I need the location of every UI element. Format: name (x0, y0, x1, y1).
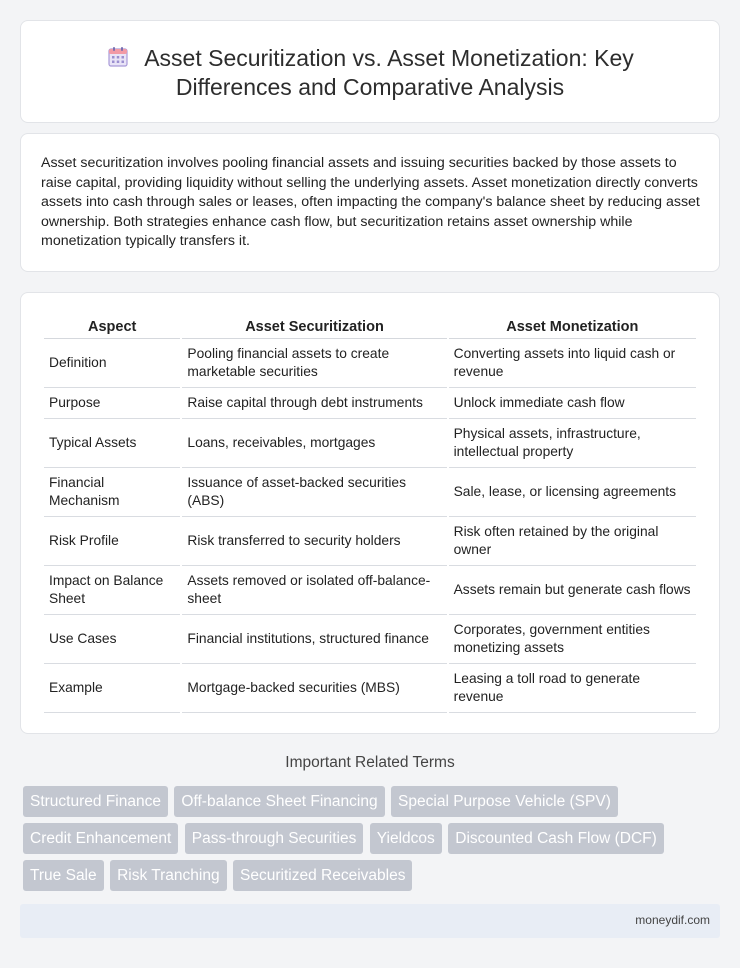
table-row (44, 615, 696, 664)
row-monetization: Corporates, government entities monetizing assets (449, 615, 696, 664)
related-term-tag[interactable]: Risk Tranching (110, 860, 227, 891)
header-aspect: Aspect (44, 313, 180, 339)
header-securitization: Asset Securitization (182, 313, 446, 339)
table-row (44, 566, 696, 615)
related-term-tag[interactable]: Pass-through Securities (185, 823, 364, 854)
row-securitization: Loans, receivables, mortgages (182, 419, 446, 468)
comparison-table (42, 313, 698, 713)
row-monetization: Risk often retained by the original owner (449, 517, 696, 566)
related-term-tag[interactable]: Special Purpose Vehicle (SPV) (391, 786, 618, 817)
related-term-tag[interactable]: Securitized Receivables (233, 860, 412, 891)
table-row (44, 468, 696, 517)
header-monetization: Asset Monetization (449, 313, 696, 339)
calendar-icon (106, 45, 130, 69)
table-row (44, 664, 696, 713)
related-term-tag[interactable]: Credit Enhancement (23, 823, 178, 854)
row-aspect: Definition (44, 339, 180, 388)
row-monetization: Converting assets into liquid cash or revenue (449, 339, 696, 388)
row-securitization: Assets removed or isolated off-balance-sheet (182, 566, 446, 615)
title-line-2: Differences and Comparative Analysis (175, 74, 565, 100)
row-aspect: Use Cases (44, 615, 180, 664)
row-monetization: Leasing a toll road to generate revenue (449, 664, 696, 713)
footer-site-link[interactable]: moneydif.com (635, 913, 710, 927)
comparison-table-card (20, 292, 720, 734)
row-aspect: Risk Profile (44, 517, 180, 566)
row-aspect: Example (44, 664, 180, 713)
row-monetization: Sale, lease, or licensing agreements (449, 468, 696, 517)
table-row (44, 388, 696, 419)
row-securitization: Issuance of asset-backed securities (ABS) (182, 468, 446, 517)
related-term-tag[interactable]: True Sale (23, 860, 104, 891)
summary-text: Asset securitization involves pooling financial assets and issuing securities backed by those assets to raise capital, providing liquidity without selling the underlying assets. Asset monetization directly converts assets into cash through sales or leases, often impacting the company's balance sheet by reducing asset ownership. Both strategies enhance cash flow, but securitization retains asset ownership while monetization typically transfers it. (41, 155, 700, 250)
table-header-row (44, 313, 696, 339)
footer (20, 904, 720, 938)
title-line-1: Asset Securitization vs. Asset Monetization: Key (144, 45, 634, 71)
row-aspect: Impact on Balance Sheet (44, 566, 180, 615)
page-title (21, 44, 719, 102)
related-term-tag[interactable]: Structured Finance (23, 786, 168, 817)
row-securitization: Financial institutions, structured finance (182, 615, 446, 664)
table-row (44, 517, 696, 566)
table-row (44, 339, 696, 388)
related-term-tag[interactable]: Discounted Cash Flow (DCF) (448, 823, 664, 854)
row-securitization: Mortgage-backed securities (MBS) (182, 664, 446, 713)
related-terms-list (23, 786, 723, 897)
related-term-tag[interactable]: Off-balance Sheet Financing (174, 786, 384, 817)
title-card (20, 20, 720, 123)
related-term-tag[interactable]: Yieldcos (370, 823, 442, 854)
summary-card (20, 133, 720, 272)
row-aspect: Purpose (44, 388, 180, 419)
row-securitization: Raise capital through debt instruments (182, 388, 446, 419)
row-aspect: Typical Assets (44, 419, 180, 468)
row-securitization: Pooling financial assets to create marketable securities (182, 339, 446, 388)
row-monetization: Unlock immediate cash flow (449, 388, 696, 419)
row-securitization: Risk transferred to security holders (182, 517, 446, 566)
table-row (44, 419, 696, 468)
related-terms-title: Important Related Terms (285, 754, 455, 771)
row-aspect: Financial Mechanism (44, 468, 180, 517)
row-monetization: Physical assets, infrastructure, intellectual property (449, 419, 696, 468)
row-monetization: Assets remain but generate cash flows (449, 566, 696, 615)
